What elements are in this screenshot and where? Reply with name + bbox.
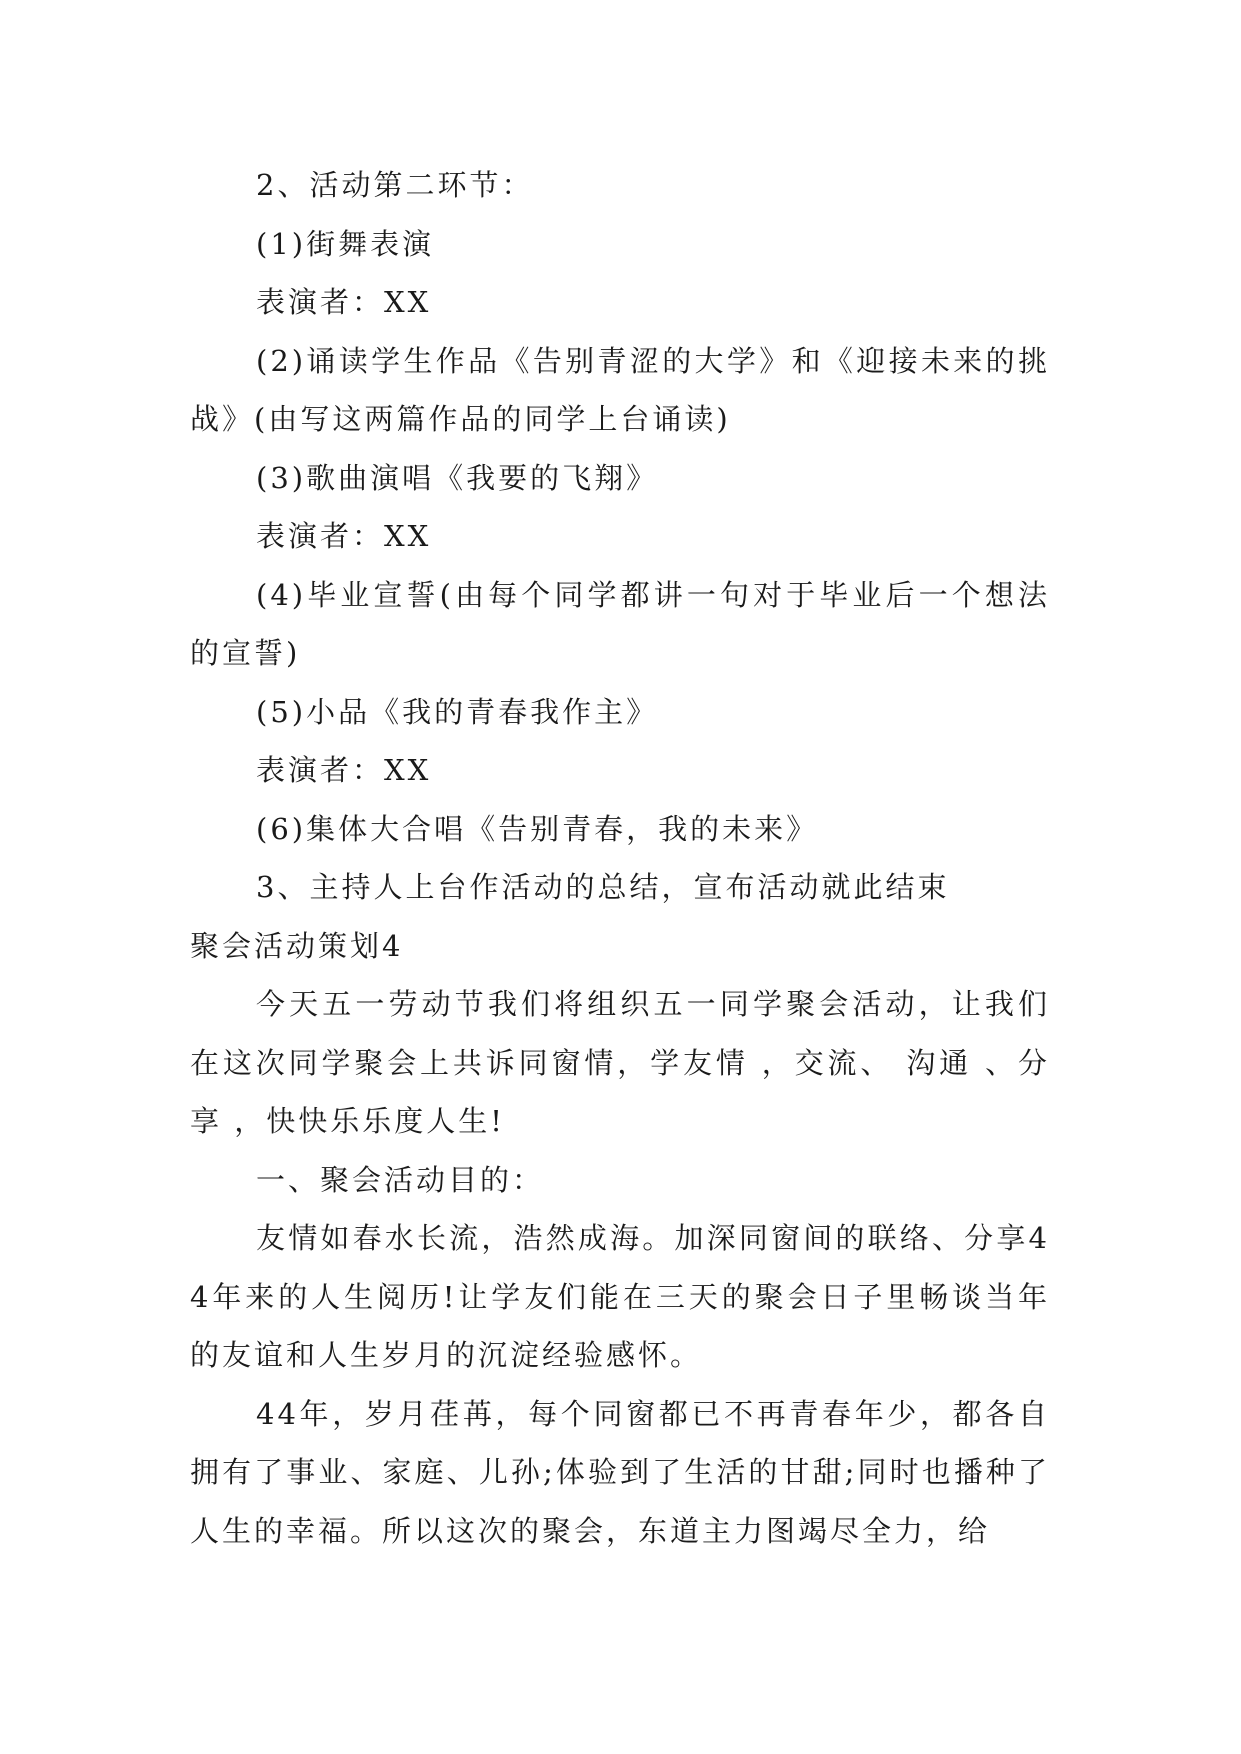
paragraph-section-3: 3、主持人上台作活动的总结，宣布活动就此结束	[256, 870, 950, 904]
paragraph-item-4: (4)毕业宣誓(由每个同学都讲一句对于毕业后一个想法的宣誓)	[190, 577, 1050, 670]
paragraph-intro: 今天五一劳动节我们将组织五一同学聚会活动，让我们在这次同学聚会上共诉同窗情，学友情 ，交流、 沟通 、分享 ，快快乐乐度人生!	[190, 987, 1050, 1138]
paragraph-item-5: (5)小品《我的青春我作主》	[256, 694, 659, 729]
section-heading: 聚会活动策划4	[190, 928, 404, 963]
paragraph-performer-1: 表演者：XX	[256, 285, 432, 319]
paragraph-item-6: (6)集体大合唱《告别青春，我的未来》	[256, 811, 819, 846]
paragraph-performer-3: 表演者：XX	[256, 519, 432, 553]
paragraph-item-1: (1)街舞表演	[256, 226, 435, 261]
paragraph-performer-5: 表演者：XX	[256, 753, 432, 787]
paragraph-purpose-body: 友情如春水长流，浩然成海。加深同窗间的联络、分享44年来的人生阅历!让学友们能在三天的聚会日子里畅谈当年的友谊和人生岁月的沉淀经验感怀。	[190, 1221, 1050, 1372]
paragraph-reflection: 44年，岁月荏苒，每个同窗都已不再青春年少，都各自拥有了事业、家庭、儿孙;体验到了生活的甘甜;同时也播种了人生的幸福。所以这次的聚会，东道主力图竭尽全力，给	[190, 1396, 1050, 1548]
document-body	[190, 156, 1050, 1560]
paragraph-section-2-heading: 2、活动第二环节：	[256, 168, 534, 202]
paragraph-purpose-heading: 一、聚会活动目的：	[256, 1162, 545, 1197]
paragraph-item-2: (2)诵读学生作品《告别青涩的大学》和《迎接未来的挑战》(由写这两篇作品的同学上台诵读)	[190, 343, 1050, 436]
paragraph-item-3: (3)歌曲演唱《我要的飞翔》	[256, 460, 659, 495]
